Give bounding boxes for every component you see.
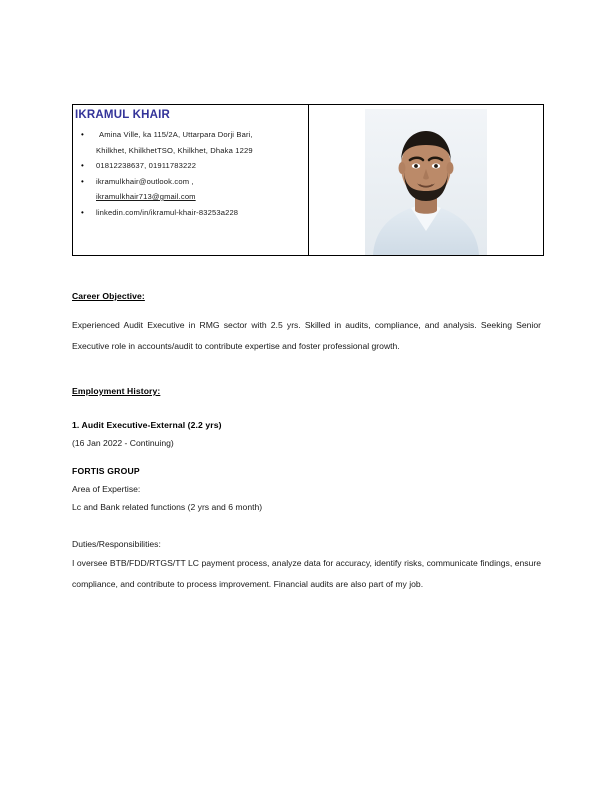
contact-list [73, 127, 308, 220]
spacer [72, 452, 541, 462]
job-dates: (16 Jan 2022 - Continuing) [72, 438, 174, 448]
portrait-photo-icon [365, 109, 487, 255]
address-line-2: Khilkhet, KhilkhetTSO, Khilkhet, Dhaka 1229 [96, 145, 253, 155]
job-company: FORTIS GROUP [72, 466, 140, 476]
duties-text: I oversee BTB/FDD/RTGS/TT LC payment process, analyze data for accuracy, identify risks, communicate findings, ensure compliance, and contribute to process improvement. Financial audits are also part of my job. [72, 558, 541, 589]
section-heading-employment-history: Employment History: [72, 386, 161, 396]
spacer [72, 397, 541, 417]
linkedin-url: • linkedin.com/in/ikramul-khair-83253a228 [96, 207, 239, 217]
section-heading-career-objective: Career Objective: [72, 291, 145, 301]
list-item-email [73, 174, 308, 205]
list-item-address [73, 127, 308, 158]
email-gmail-link[interactable]: ikramulkhair713@gmail.com [96, 192, 196, 201]
photo-cell [309, 105, 544, 256]
header-table [72, 104, 544, 256]
spacer [72, 357, 541, 385]
list-item-phone [73, 158, 308, 174]
avatar [365, 109, 487, 255]
career-objective-text: Experienced Audit Executive in RMG sector with 2.5 yrs. Skilled in audits, compliance, and analysis. Seeking Senior Executive role in accounts/audit to contribute expertise and foster professional growth. [72, 320, 541, 351]
expertise-label: Area of Expertise: [72, 484, 141, 494]
phone-numbers: • 01812238637, 01911783222 [96, 161, 197, 170]
spacer [72, 516, 541, 536]
page-title: IKRAMUL KHAIR [75, 109, 171, 121]
list-item-linkedin [73, 205, 308, 221]
contact-info-cell [73, 105, 309, 256]
address-line-1: • Amina Ville, ka 115/2A, Uttarpara Dorji Bari, [99, 130, 253, 139]
job-title: 1. Audit Executive-External (2.2 yrs) [72, 420, 222, 430]
resume-body [72, 290, 541, 595]
expertise-value: Lc and Bank related functions (2 yrs and 6 month) [72, 502, 263, 512]
header-row [73, 105, 544, 256]
email-outlook: • ikramulkhair@outlook.com , [96, 176, 194, 186]
job-entry [72, 417, 541, 595]
duties-label: Duties/Responsibilities: [72, 539, 161, 549]
